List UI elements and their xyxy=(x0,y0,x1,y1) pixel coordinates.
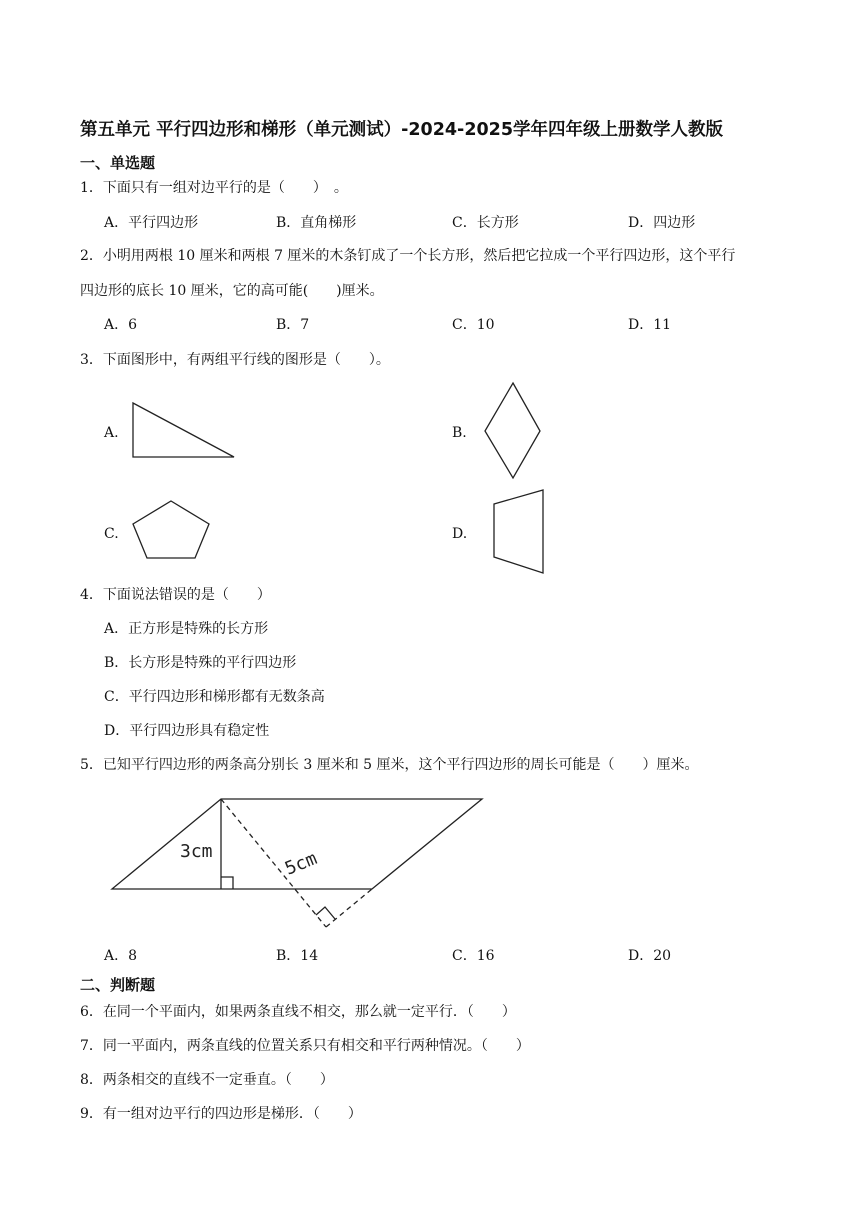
label-3cm: 3cm xyxy=(180,841,213,862)
q4-option-d: D．平行四边形具有稳定性 xyxy=(104,723,270,739)
q1-option-c: C．长方形 xyxy=(452,215,519,231)
q3-option-a-label: A. xyxy=(104,425,119,441)
section-heading-single-choice: 一、单选题 xyxy=(80,154,156,172)
question-2-line-1: 2．小明用两根 10 厘米和两根 7 厘米的木条钉成了一个长方形，然后把它拉成一个平行四边形，这个平行 xyxy=(80,248,736,264)
q5-option-d: D．20 xyxy=(628,948,672,964)
page-title: 第五单元 平行四边形和梯形（单元测试）-2024-2025学年四年级上册数学人教版 xyxy=(80,120,724,140)
q5-option-b: B．14 xyxy=(276,948,319,964)
parallelogram-heights-figure xyxy=(108,795,488,935)
question-5: 5．已知平行四边形的两条高分别长 3 厘米和 5 厘米，这个平行四边形的周长可能是（ ）厘米。 xyxy=(80,757,699,773)
q4-option-a: A．正方形是特殊的长方形 xyxy=(104,621,269,637)
pentagon-figure xyxy=(130,498,212,562)
right-triangle-figure xyxy=(130,400,240,462)
label-5cm: 5cm xyxy=(282,847,321,880)
q3-option-d-label: D. xyxy=(452,526,468,542)
q1-option-b: B．直角梯形 xyxy=(276,215,357,231)
question-8: 8．两条相交的直线不一定垂直。（ ） xyxy=(80,1072,334,1088)
question-2-line-2: 四边形的底长 10 厘米，它的高可能( )厘米。 xyxy=(80,283,384,299)
question-7: 7．同一平面内，两条直线的位置关系只有相交和平行两种情况。（ ） xyxy=(80,1038,530,1054)
q2-option-d: D．11 xyxy=(628,317,672,333)
q4-option-c: C．平行四边形和梯形都有无数条高 xyxy=(104,689,325,705)
trapezoid-figure xyxy=(489,487,549,577)
q2-option-b: B．7 xyxy=(276,317,310,333)
q1-option-a: A．平行四边形 xyxy=(104,215,199,231)
q5-option-c: C．16 xyxy=(452,948,495,964)
q1-option-d: D．四边形 xyxy=(628,215,696,231)
q4-option-b: B．长方形是特殊的平行四边形 xyxy=(104,655,297,671)
q3-option-b-label: B. xyxy=(452,425,467,441)
q2-option-c: C．10 xyxy=(452,317,495,333)
q2-option-a: A．6 xyxy=(104,317,138,333)
q5-option-a: A．8 xyxy=(104,948,138,964)
question-3: 3．下面图形中，有两组平行线的图形是（ ）。 xyxy=(80,352,390,368)
section-heading-true-false: 二、判断题 xyxy=(80,976,156,994)
question-1: 1．下面只有一组对边平行的是（ ） 。 xyxy=(80,180,348,196)
rhombus-figure xyxy=(482,380,544,482)
q3-option-c-label: C. xyxy=(104,526,119,542)
question-4: 4．下面说法错误的是（ ） xyxy=(80,587,271,603)
question-9: 9．有一组对边平行的四边形是梯形．（ ） xyxy=(80,1106,362,1122)
question-6: 6．在同一个平面内，如果两条直线不相交，那么就一定平行．（ ） xyxy=(80,1004,516,1020)
